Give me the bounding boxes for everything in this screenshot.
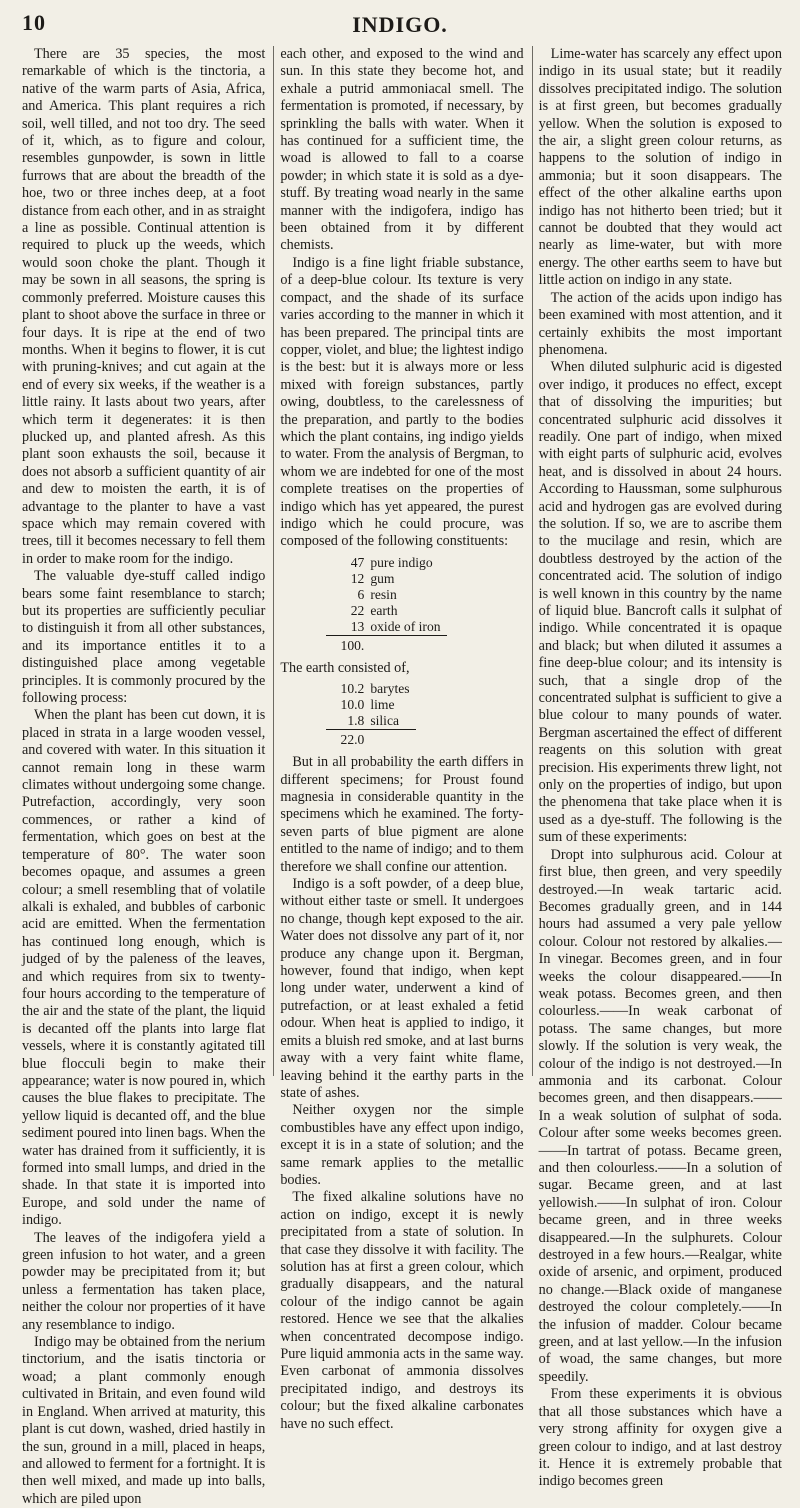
table-row bbox=[326, 697, 415, 713]
paragraph: Indigo may be obtained from the nerium tinctorium, and the isatis tinctoria or woad; a plant commonly enough cultivated in Britain, and even found wild in England. When arrived at maturity, this plant is cut down, washed, dried hastily in the sun, ground in a mill, placed in heaps, and allowed to ferment for a fortnight. It is then well mixed, and made up into balls, which are piled upon bbox=[22, 1334, 266, 1507]
paragraph: The leaves of the indigofera yield a green infusion to hot water, and a green powder may be precipitated from it; but unless a fermentation has taken place, neither the colour nor properties of it have any resemblance to indigo. bbox=[22, 1229, 266, 1333]
total-cell: 100. bbox=[326, 635, 370, 654]
table-row bbox=[326, 681, 415, 697]
paragraph: But in all probability the earth differs in different specimens; for Proust found magnesia in considerable quantity in the specimens which he examined. The forty-seven parts of blue pigment are alone entitled to the name of indigo; and to them therefore we shall confine our attention. bbox=[280, 754, 524, 875]
paragraph: From these experiments it is obvious that all those substances which have a very strong affinity for oxygen give a green colour to indigo, and at last destroy it. Hence it is extremely probable that indigo becomes green bbox=[538, 1386, 782, 1490]
paragraph: When the plant has been cut down, it is placed in strata in a large wooden vessel, and covered with water. In this situation it cannot remain long in these warm climates without undergoing some change. Putrefaction, accordingly, very soon commences, or rather a kind of fermentation, which goes on best at the temperature of 80°. The water soon becomes opaque, and assumes a green colour; a smell resembling that of volatile alkali is exhaled, and bubbles of carbonic acid are emitted. When the fermentation has continued long enough, which is judged of by the paleness of the leaves, and which requires from six to twenty-four hours according to the temperature of the air and the state of the plant, the liquid is decanted off the plants into large flat vessels, where it is constantly agitated till blue flocculi begin to make their appearance; water is now poured in, which causes the blue flakes to precipitate. The yellow liquid is decanted off, and the blue sediment poured into linen bags. When the water has drained from it sufficiently, it is formed into small lumps, and dried in the shade. In that state it is imported into Europe, and sold under the name of indigo. bbox=[22, 707, 266, 1229]
running-title: INDIGO. bbox=[352, 12, 448, 37]
substance-cell: pure indigo bbox=[370, 554, 433, 570]
paragraph: Lime-water has scarcely any effect upon indigo in its usual state; but it readily dissolves precipitated indigo. The solution is at first green, but becomes gradually yellow. When the solution is exposed to the air, a slight green colour returns, as happens to the solution of indigo in ammonia; but it soon disappears. The effect of the other alkaline earths upon indigo has not hitherto been tried; but it cannot be doubted that they would act nearly as lime-water, but with more energy. The other earths seem to have but little action on indigo in any state. bbox=[538, 46, 782, 289]
total-cell: 22.0 bbox=[326, 730, 370, 749]
paragraph: Indigo is a fine light friable substance, of a deep-blue colour. Its texture is very compact, and the shade of its surface varies according to the manner in which it has been prepared. The principal tints are copper, violet, and blue; the lightest indigo is the best: but it is always more or less mixed with foreign substances, partly owing, doubtless, to the carelessness of the preparation, and partly to the bodies which the plant contains, ing indigo yields to water. From the analysis of Bergman, to whom we are indebted for one of the most complete treatises on the properties of indigo which has yet appeared, the purest indigo which he could procure, was composed of the following constituents: bbox=[280, 254, 524, 550]
table-row bbox=[326, 603, 446, 619]
column-1 bbox=[22, 46, 266, 1507]
amount-cell: 10.2 bbox=[340, 681, 365, 697]
amount-cell: 22 bbox=[350, 602, 365, 618]
amount-cell: 47 bbox=[350, 554, 365, 570]
substance-cell: lime bbox=[370, 697, 395, 713]
paragraph: Indigo is a soft powder, of a deep blue, without either taste or smell. It undergoes no change, though kept exposed to the air. Water does not dissolve any part of it, nor produce any change upon it. Bergman, however, found that indigo, when kept long under water, underwent a kind of putrefaction, or at least exhaled a fetid odour. When heat is applied to indigo, it emits a bluish red smoke, and at last burns away with a very faint white flame, leaving behind it the earthy parts in the state of ashes. bbox=[280, 876, 524, 1101]
column-2 bbox=[273, 46, 524, 1432]
table-total-row bbox=[326, 730, 415, 749]
substance-cell: resin bbox=[370, 586, 397, 602]
substance-cell: earth bbox=[370, 602, 398, 618]
text-columns bbox=[22, 46, 782, 1507]
table-row bbox=[326, 571, 446, 587]
page-header bbox=[22, 10, 778, 40]
table-row bbox=[326, 713, 415, 730]
page-number: 10 bbox=[22, 10, 46, 35]
paragraph: There are 35 species, the most remarkable of which is the tinctoria, a native of the warm parts of Asia, Africa, and America. This plant requires a rich soil, well tilled, and not too dry. The seed of it, which, as to figure and colour, resembles gunpowder, is sown in little furrows that are about the breadth of the hoe, two or three inches deep, at a foot distance from each other, and in as straight a line as possible. Continual attention is required to pluck up the weeds, which would soon choke the plant. Though it may be sown in all seasons, the spring is commonly preferred. Moisture causes this plant to shoot above the surface in three or four days. It is ripe at the end of two months. When it begins to flower, it is cut with pruning-knives; and cut again at the end of every six weeks, if the weather is a little rainy. It lasts about two years, after which term it degenerates: it is then plucked up, and planted afresh. As this plant soon exhausts the soil, because it does not absorb a sufficient quantity of air and dew to moisten the earth, it is of advantage to the planter to have a vast space which may remain covered with trees, till it becomes necessary to fell them in order to make room for the indigo. bbox=[22, 46, 266, 567]
paragraph: Dropt into sulphurous acid. Colour at first blue, then green, and very speedily destroyed.—In weak tartaric acid. Becomes gradually green, and in 144 hours had assumed a very pale yellow colour. Colour not restored by alkalies.—In vinegar. Becomes green, and in four weeks the colour disappeared.——In weak potass. Becomes green, and then colourless.——In weak carbonat of potass. The same changes, but more slowly. If the solution is very weak, the colour of the indigo is not destroyed.—In ammonia and its carbonat. Colour becomes green, and then disappears.——In a weak solution of sulphat of soda. Colour after some weeks becomes green.——In tartrat of potass. Became green, and then colourless.——In a solution of sugar. Became green, and at last yellowish.——In sulphat of iron. Colour became green, and in three weeks disappeared.—In the sulphurets. Colour destroyed in a few hours.—Realgar, white oxide of arsenic, and orpiment, produced no change.—Black oxide of manganese destroyed the colour completely.——In the infusion of madder. Colour became green, and at last yellow.—In the infusion of woad, the same changes, but more speedily. bbox=[538, 846, 782, 1385]
paragraph: each other, and exposed to the wind and sun. In this state they become hot, and exhale a putrid ammoniacal smell. The fermentation is promoted, if necessary, by sprinkling the balls with water. When it has continued for a sufficient time, the woad is allowed to fall to a coarse powder; in which state it is sold as a dye-stuff. By treating woad nearly in the same manner with the indigofera, indigo has been obtained from it by different chemists. bbox=[280, 46, 524, 254]
paragraph: The fixed alkaline solutions have no action on indigo, except it is newly precipitated from a state of solution. In that case they dissolve it with facility. The solution has at first a green colour, which gradually disappears, and the natural colour of the indigo cannot be again restored. Hence we see that the alkalies when concentrated decompose indigo. Pure liquid ammonia acts in the same way. Even carbonat of ammonia dissolves precipitated indigo, and destroys its colour; but the fixed alkaline carbonates have no such effect. bbox=[280, 1189, 524, 1432]
amount-cell: 12 bbox=[350, 570, 365, 586]
amount-cell: 6 bbox=[357, 586, 365, 602]
column-3 bbox=[532, 46, 782, 1490]
table-total-row bbox=[326, 635, 446, 654]
substance-cell: silica bbox=[370, 713, 400, 729]
table-row bbox=[326, 619, 446, 636]
indigo-composition-table bbox=[326, 555, 446, 654]
table-row bbox=[326, 587, 446, 603]
amount-cell: 10.0 bbox=[340, 697, 365, 713]
earth-heading: The earth consisted of, bbox=[280, 659, 410, 676]
earth-composition-table bbox=[326, 681, 415, 748]
substance-cell: oxide of iron bbox=[370, 618, 441, 634]
paragraph: When diluted sulphuric acid is digested over indigo, it produces no effect, except that of dissolving the impurities; but concentrated sulphuric acid dissolves it readily. One part of indigo, when mixed with eight parts of sulphuric acid, evolves heat, and is dissolved in about 24 hours. According to Haussman, some sulphurous acid and hydrogen gas are evolved during the solution. If so, we are to ascribe them to the mucilage and resin, which are doubtless destroyed by the action of the concentrated acid. The solution of indigo is well known in this country by the name of liquid blue. Bancroft calls it sulphat of indigo. While concentrated it is opaque and black; but when diluted it assumes a fine deep-blue colour; and its intensity is such, that a single drop of the concentrated sulphat is sufficient to give a blue colour to many pounds of water. Bergman ascertained the effect of different reagents on this solution with great precision. His experiments threw light, not only on the properties of indigo, but upon the phenomena that take place when it is used as a dye-stuff. The following is the sum of these experiments: bbox=[538, 359, 782, 846]
amount-cell: 13 bbox=[350, 618, 365, 634]
paragraph: The action of the acids upon indigo has been examined with most attention, and it certainly exhibits the most important phenomena. bbox=[538, 289, 782, 358]
substance-cell: gum bbox=[370, 570, 395, 586]
table-row bbox=[326, 555, 446, 571]
substance-cell: barytes bbox=[370, 681, 410, 697]
paragraph: Neither oxygen nor the simple combustibles have any effect upon indigo, except it is in a state of solution; and the same remark applies to the metallic bodies. bbox=[280, 1102, 524, 1188]
paragraph: The valuable dye-stuff called indigo bears some faint resemblance to starch; but its properties are sufficiently peculiar to distinguish it from all other substances, and its importance entitles it to a distinguished place among vegetable principles. It is commonly procured by the following process: bbox=[22, 568, 266, 707]
amount-cell: 1.8 bbox=[347, 713, 365, 729]
